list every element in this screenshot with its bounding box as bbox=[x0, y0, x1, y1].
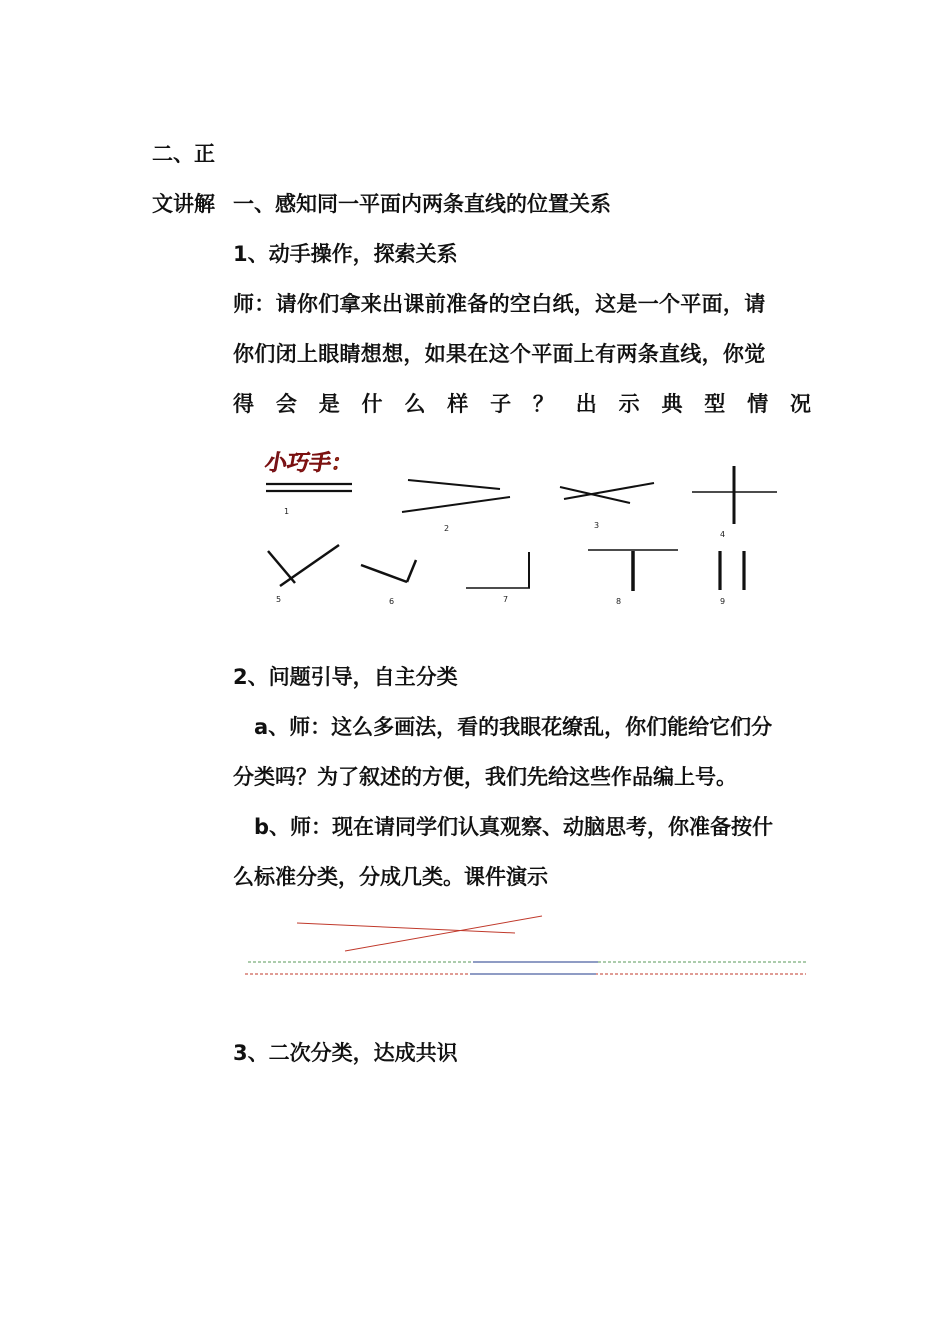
figure-item-8 bbox=[588, 550, 678, 591]
paragraph-1-line-3 bbox=[233, 394, 811, 415]
char: 情 bbox=[747, 392, 769, 416]
section-label-bottom: 文讲解 bbox=[152, 192, 215, 216]
char: 得 bbox=[233, 392, 254, 416]
figure-number-7: 7 bbox=[503, 595, 509, 604]
char: 况 bbox=[789, 392, 811, 416]
paragraph-b-line-2: 么标准分类，分成几类。课件演示 bbox=[233, 865, 548, 889]
char: 出 bbox=[575, 392, 597, 416]
figure-number-5: 5 bbox=[276, 595, 282, 604]
paragraph-1-line-2: 你们闭上眼睛想想，如果在这个平面上有两条直线，你觉 bbox=[233, 342, 766, 366]
figure-item-3 bbox=[560, 483, 654, 503]
figure-item-1 bbox=[266, 484, 352, 491]
demo-line-red-2 bbox=[345, 916, 542, 951]
figure-number-6: 6 bbox=[389, 597, 395, 606]
figure-number-8: 8 bbox=[616, 597, 622, 606]
figure-item-5 bbox=[268, 545, 339, 586]
char: 型 bbox=[704, 392, 726, 416]
char: 示 bbox=[618, 392, 640, 416]
figure-number-9: 9 bbox=[720, 597, 726, 606]
paragraph-1-line-1: 师：请你们拿来出课前准备的空白纸，这是一个平面，请 bbox=[233, 292, 766, 316]
paragraph-a-line-2: 分类吗？为了叙述的方便，我们先给这些作品编上号。 bbox=[233, 765, 737, 789]
char: 什 bbox=[361, 392, 383, 416]
figure-item-7 bbox=[466, 552, 530, 588]
paragraph-a-line-1: a、师：这么多画法，看的我眼花缭乱，你们能给它们分 bbox=[254, 715, 773, 739]
section-label-top: 二、正 bbox=[152, 142, 215, 166]
char: 是 bbox=[318, 392, 340, 416]
figure-number-1: 1 bbox=[284, 507, 290, 516]
banner-text: 小巧手： bbox=[262, 450, 356, 476]
figure-item-4 bbox=[692, 466, 777, 524]
char: 样 bbox=[447, 392, 469, 416]
char: 子 bbox=[490, 392, 512, 416]
char: 会 bbox=[275, 392, 297, 416]
paragraph-b-line-1: b、师：现在请同学们认真观察、动脑思考，你准备按什 bbox=[254, 815, 774, 839]
figure-number-2: 2 bbox=[444, 524, 450, 533]
demo-line-red-1 bbox=[297, 923, 515, 933]
figure-item-2 bbox=[402, 480, 510, 512]
figure-number-4: 4 bbox=[720, 530, 726, 539]
char: 么 bbox=[404, 392, 426, 416]
step-3-heading: 3、二次分类，达成共识 bbox=[233, 1041, 458, 1065]
heading-1: 一、感知同一平面内两条直线的位置关系 bbox=[233, 192, 611, 216]
char: ？ bbox=[532, 392, 554, 416]
figure-number-3: 3 bbox=[594, 521, 600, 530]
step-1-heading: 1、动手操作，探索关系 bbox=[233, 242, 458, 266]
courseware-demo-figure bbox=[245, 916, 806, 974]
figure-item-6 bbox=[361, 560, 416, 582]
char: 典 bbox=[661, 392, 683, 416]
figure-item-9 bbox=[720, 551, 744, 590]
step-2-heading: 2、问题引导，自主分类 bbox=[233, 665, 458, 689]
